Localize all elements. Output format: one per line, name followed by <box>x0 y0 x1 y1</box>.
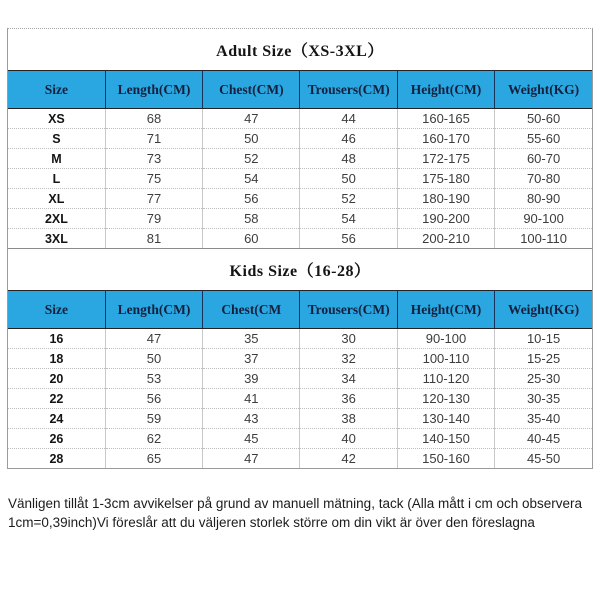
measurement-cell: 39 <box>203 369 300 389</box>
measurement-cell: 36 <box>300 389 397 409</box>
measurement-cell: 70-80 <box>495 169 592 189</box>
table-row <box>8 149 592 169</box>
measurement-cell: 68 <box>105 109 202 129</box>
measurement-cell: 35 <box>203 329 300 349</box>
measurement-cell: 75 <box>105 169 202 189</box>
table-row <box>8 349 592 369</box>
measurement-cell: 77 <box>105 189 202 209</box>
measurement-cell: 45-50 <box>526 451 561 466</box>
column-header: Trousers(CM) <box>300 71 397 109</box>
column-header: Trousers(CM) <box>300 291 397 329</box>
table-row <box>8 409 592 429</box>
column-header: Length(CM) <box>105 291 202 329</box>
column-header: Height(CM) <box>397 291 494 329</box>
measurement-cell: 40 <box>300 429 397 449</box>
column-header: Weight(KG) <box>495 71 592 109</box>
adult-size-table <box>8 70 592 248</box>
measurement-cell: 120-130 <box>397 389 494 409</box>
measurement-cell: 47 <box>105 329 202 349</box>
measurement-cell: 200-210 <box>397 229 494 249</box>
table-row <box>8 109 592 129</box>
size-label-cell: XL <box>8 189 105 209</box>
measurement-cell: 34 <box>300 369 397 389</box>
measurement-cell: 47 <box>203 109 300 129</box>
measurement-cell: 40-45 <box>495 429 592 449</box>
measurement-cell: 50-60 <box>495 109 592 129</box>
measurement-cell: 50 <box>300 169 397 189</box>
measurement-cell: 110-120 <box>397 369 494 389</box>
measurement-cell: 41 <box>203 389 300 409</box>
measurement-cell: 50 <box>105 349 202 369</box>
size-label-cell: 18 <box>8 349 105 369</box>
size-label-cell: 2XL <box>8 209 105 229</box>
measurement-cell: 37 <box>203 349 300 369</box>
measurement-cell: 46 <box>300 129 397 149</box>
table-row <box>8 449 592 469</box>
measurement-cell: 160-165 <box>397 109 494 129</box>
table-row <box>8 209 592 229</box>
size-chart-table-block <box>7 28 593 469</box>
kids-header-row <box>8 291 592 329</box>
column-header: Weight(KG) <box>495 291 592 329</box>
measurement-cell: 81 <box>105 229 202 249</box>
measurement-cell: 54 <box>203 169 300 189</box>
measurement-cell: 54 <box>300 209 397 229</box>
table-row <box>8 169 592 189</box>
measurement-disclaimer-note: Vänligen tillåt 1-3cm avvikelser på grund av manuell mätning, tack (Alla mått i cm och observera 1cm=0,39inch)Vi föreslår att du väljeren storlek större om din vikt är över den föreslagna <box>8 496 583 530</box>
measurement-cell: 15-25 <box>495 349 592 369</box>
measurement-cell: 175-180 <box>397 169 494 189</box>
table-row <box>8 389 592 409</box>
measurement-cell: 58 <box>203 209 300 229</box>
measurement-cell: 190-200 <box>397 209 494 229</box>
measurement-cell: 47 <box>203 449 300 469</box>
measurement-cell: 50 <box>203 129 300 149</box>
measurement-cell: 180-190 <box>397 189 494 209</box>
measurement-cell: 100-110 <box>520 231 567 246</box>
measurement-cell: 38 <box>300 409 397 429</box>
measurement-cell: 56 <box>300 229 397 249</box>
measurement-cell: 52 <box>300 189 397 209</box>
measurement-cell: 150-160 <box>397 449 494 469</box>
measurement-cell: 65 <box>105 449 202 469</box>
size-label-cell: M <box>8 149 105 169</box>
measurement-cell: 53 <box>105 369 202 389</box>
column-header: Chest(CM <box>203 291 300 329</box>
measurement-cell: 140-150 <box>397 429 494 449</box>
size-label-cell: L <box>8 169 105 189</box>
measurement-cell: 90-100 <box>495 209 592 229</box>
measurement-cell: 172-175 <box>397 149 494 169</box>
table-row <box>8 129 592 149</box>
table-row <box>8 229 592 249</box>
size-label-cell: 22 <box>8 389 105 409</box>
kids-table-body <box>8 329 592 469</box>
size-label-cell: 20 <box>8 369 105 389</box>
measurement-cell: 73 <box>105 149 202 169</box>
measurement-cell: 32 <box>300 349 397 369</box>
table-row <box>8 189 592 209</box>
kids-size-table <box>8 290 592 468</box>
measurement-cell: 42 <box>300 449 397 469</box>
measurement-cell: 90-100 <box>397 329 494 349</box>
measurement-cell: 130-140 <box>397 409 494 429</box>
measurement-cell: 56 <box>203 189 300 209</box>
measurement-cell: 45 <box>203 429 300 449</box>
size-label-cell: S <box>8 129 105 149</box>
size-label-cell: 16 <box>8 329 105 349</box>
measurement-cell: 10-15 <box>495 329 592 349</box>
measurement-cell: 44 <box>300 109 397 129</box>
measurement-cell: 79 <box>105 209 202 229</box>
measurement-cell: 55-60 <box>495 129 592 149</box>
adult-size-title: Adult Size（XS-3XL） <box>8 29 592 70</box>
measurement-cell: 71 <box>105 129 202 149</box>
measurement-cell: 60-70 <box>495 149 592 169</box>
kids-size-title: Kids Size（16-28） <box>8 248 592 290</box>
measurement-cell: 43 <box>203 409 300 429</box>
measurement-cell: 30-35 <box>495 389 592 409</box>
size-label-cell: 26 <box>8 429 105 449</box>
size-label-cell: 3XL <box>8 229 105 249</box>
measurement-cell: 48 <box>300 149 397 169</box>
column-header: Chest(CM) <box>203 71 300 109</box>
table-row <box>8 329 592 349</box>
measurement-cell: 30 <box>300 329 397 349</box>
table-row <box>8 429 592 449</box>
measurement-cell: 25-30 <box>495 369 592 389</box>
measurement-cell: 80-90 <box>495 189 592 209</box>
table-row <box>8 369 592 389</box>
size-label-cell: XS <box>8 109 105 129</box>
measurement-cell: 35-40 <box>495 409 592 429</box>
column-header: Size <box>8 71 105 109</box>
size-label-cell: 24 <box>8 409 105 429</box>
column-header: Size <box>8 291 105 329</box>
size-label-cell: 28 <box>8 449 105 469</box>
measurement-cell: 56 <box>105 389 202 409</box>
adult-header-row <box>8 71 592 109</box>
measurement-cell: 59 <box>105 409 202 429</box>
measurement-cell: 52 <box>203 149 300 169</box>
column-header: Height(CM) <box>397 71 494 109</box>
measurement-cell: 160-170 <box>397 129 494 149</box>
measurement-cell: 60 <box>203 229 300 249</box>
measurement-cell: 62 <box>105 429 202 449</box>
column-header: Length(CM) <box>105 71 202 109</box>
measurement-cell: 100-110 <box>397 349 494 369</box>
adult-table-body <box>8 109 592 249</box>
